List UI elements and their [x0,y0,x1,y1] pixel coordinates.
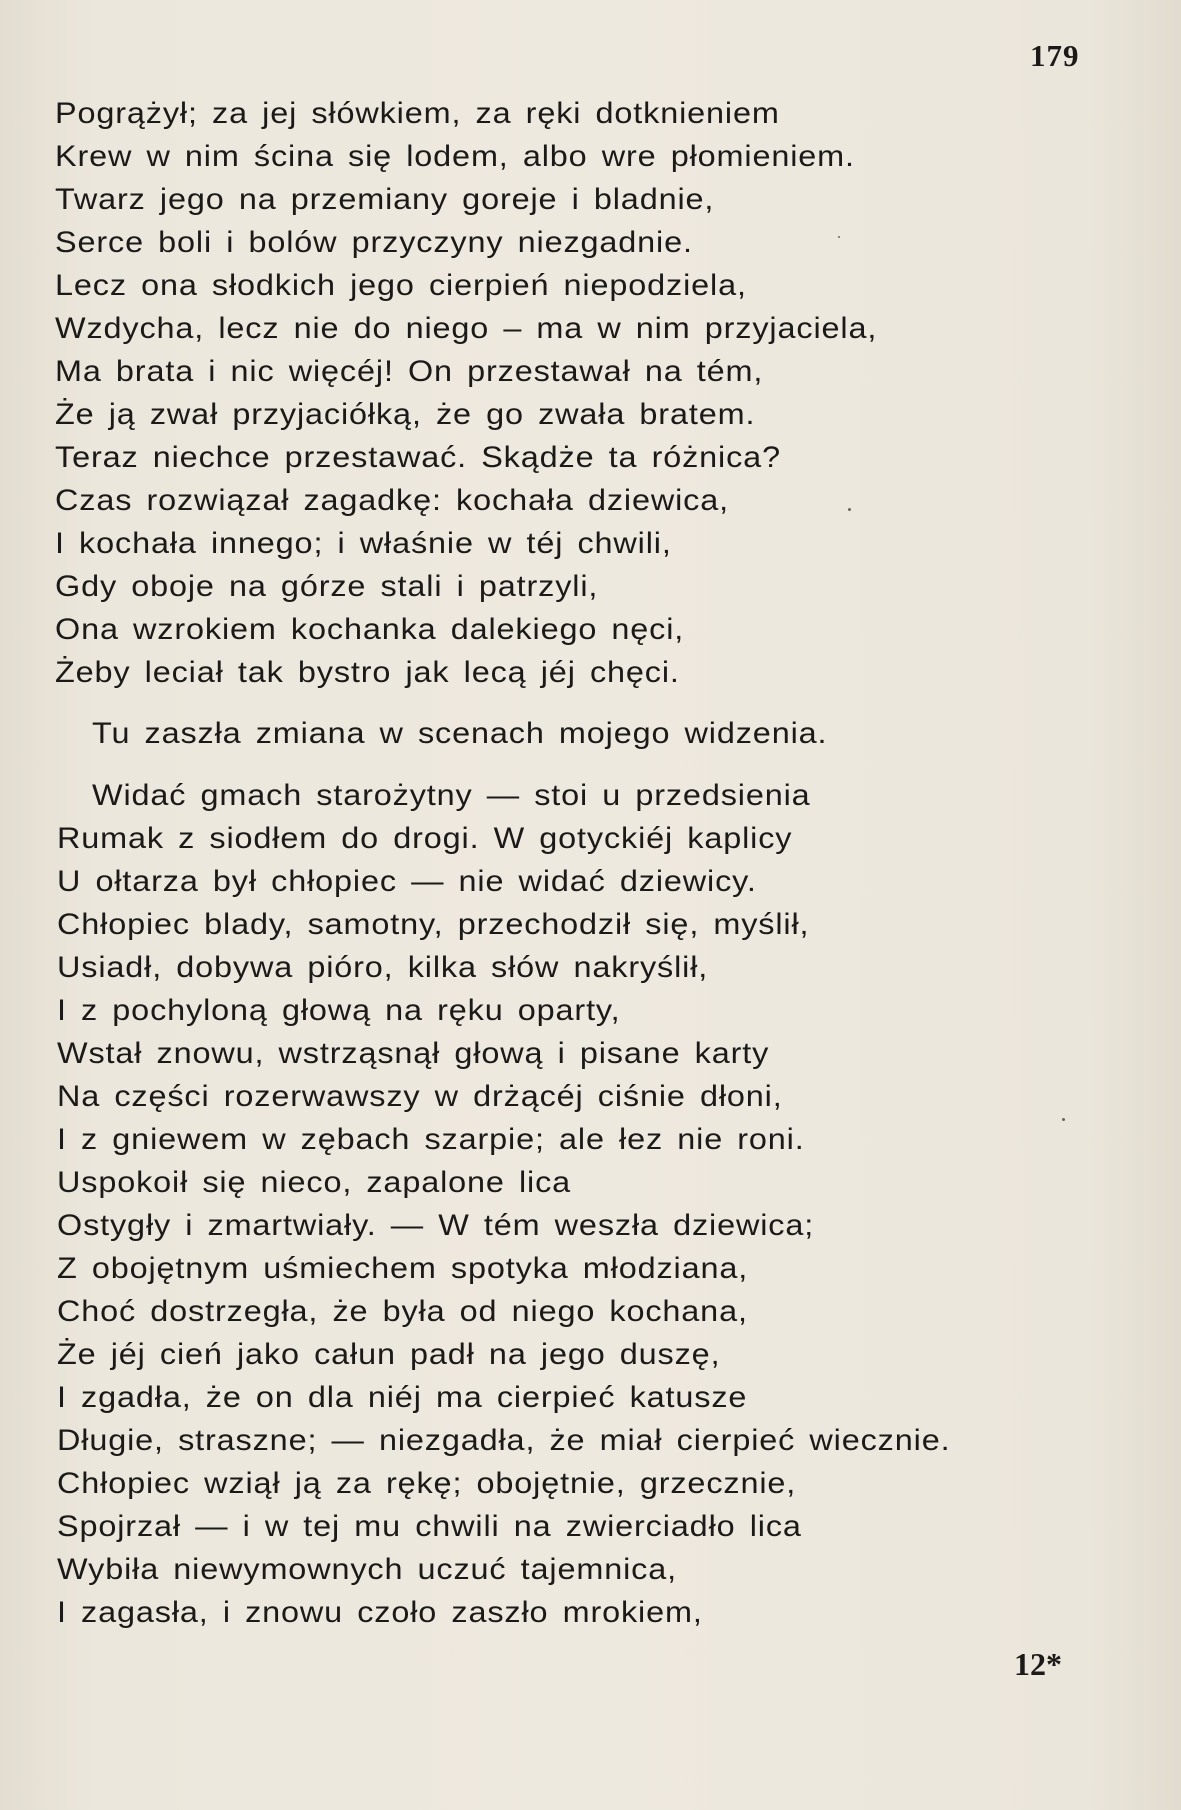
poem-line: Wstał znowu, wstrząsnął głową i pisane karty [57,1037,770,1070]
poem-line: Ma brata i nic więcéj! On przestawał na tém, [55,355,764,388]
poem-line: Żeby leciał tak bystro jak lecą jéj chęci. [55,656,680,689]
poem-line: Krew w nim ścina się lodem, albo wre płomieniem. [55,140,855,173]
paper-speck [838,236,840,238]
poem-line: Choć dostrzegła, że była od niego kochana, [57,1295,748,1328]
poem-line: Usiadł, dobywa pióro, kilka słów nakryślił, [57,951,709,984]
poem-line: Teraz niechce przestawać. Skądże ta różnica? [55,441,781,474]
poem-line: Twarz jego na przemiany goreje i bladnie, [55,183,715,216]
poem-line: Z obojętnym uśmiechem spotyka młodziana, [57,1252,749,1285]
poem-line: Długie, straszne; — niezgadła, że miał cierpieć wiecznie. [57,1424,951,1457]
poem-line: Widać gmach starożytny — stoi u przedsienia [92,779,811,812]
poem-line: Lecz ona słodkich jego cierpień niepodziela, [55,269,747,302]
poem-line: I z gniewem w zębach szarpie; ale łez nie roni. [57,1123,805,1156]
paper-speck [848,508,851,511]
poem-line: U ołtarza był chłopiec — nie widać dziewicy. [57,865,757,898]
poem-line: Gdy oboje na górze stali i patrzyli, [55,570,599,603]
poem-line: Na części rozerwawszy w drżącéj ciśnie dłoni, [57,1080,783,1113]
paper-speck [1062,1118,1065,1121]
poem-line: Czas rozwiązał zagadkę: kochała dziewica, [55,484,730,517]
poem-line: I zagasła, i znowu czoło zaszło mrokiem, [57,1596,703,1629]
poem-line: Że jéj cień jako całun padł na jego duszę, [57,1338,721,1371]
printer-signature-mark: 12* [1014,1646,1062,1682]
stanza-break-line: Tu zaszła zmiana w scenach mojego widzenia. [92,717,828,750]
poem-line: Rumak z siodłem do drogi. W gotyckiéj kaplicy [57,822,793,855]
poem-line: Spojrzał — i w tej mu chwili na zwierciadło lica [57,1510,802,1543]
poem-line: I kochała innego; i właśnie w téj chwili, [55,527,672,560]
poem-line: Ostygły i zmartwiały. — W tém weszła dziewica; [57,1209,815,1242]
poem-line: Że ją zwał przyjaciółką, że go zwała bratem. [55,398,756,431]
poem-line: Pogrążył; za jej słówkiem, za ręki dotknieniem [55,97,780,130]
page-number: 179 [1030,38,1080,73]
poem-line: Wzdycha, lecz nie do niego – ma w nim przyjaciela, [55,312,878,345]
poem-line: Wybiła niewymownych uczuć tajemnica, [57,1553,677,1586]
poem-line: I zgadła, że on dla niéj ma cierpieć katusze [57,1381,748,1414]
poem-line: Ona wzrokiem kochanka dalekiego nęci, [55,613,685,646]
poem-line: Chłopiec wziął ją za rękę; obojętnie, grzecznie, [57,1467,797,1500]
poem-line: I z pochyloną głową na ręku oparty, [57,994,621,1027]
poem-line: Uspokoił się nieco, zapalone lica [57,1166,572,1199]
poem-line: Chłopiec blady, samotny, przechodził się, myślił, [57,908,810,941]
poem-line: Serce boli i bolów przyczyny niezgadnie. [55,226,693,259]
